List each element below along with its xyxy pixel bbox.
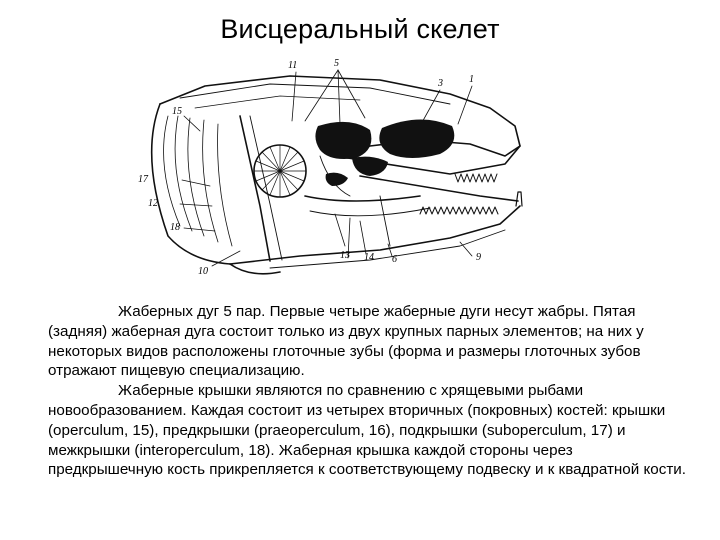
figure-label-9: 9 (476, 252, 481, 263)
figure-label-12: 12 (148, 198, 158, 209)
figure-label-17: 17 (138, 174, 148, 185)
figure-label-14: 14 (364, 252, 374, 263)
fish-skull-drawing (120, 46, 550, 286)
paragraph-gill-arches: Жаберных дуг 5 пар. Первые четыре жаберные дуги несут жабры. Пятая (задняя) жаберная дуга состоит только из двух крупных парных элементов; на них у некоторых видов расположены глоточные зубы (форма и размеры глоточных зубов отражают пищевую специализацию. (48, 303, 644, 380)
slide-title: Висцеральный скелет (220, 14, 500, 44)
figure-label-5: 5 (334, 58, 339, 69)
figure-label-3: 3 (438, 78, 443, 89)
fish-skull-illustration (120, 46, 550, 286)
paragraph-gill-covers: Жаберные крышки являются по сравнению с хрящевыми рыбами новообразованием. Каждая состоит из четырех вторичных (покровных) костей: крышки (operculum, 15), предкрышки (praeoperculum, 16), подкрышки (suboperculum, 17) и межкрышки (interoperculum, 18). Жаберная крышка каждой стороны через предкрышечную кость прикрепляется к соответствующему подвеску и к квадратной кости. (48, 382, 686, 479)
figure-label-15: 15 (172, 106, 182, 117)
description-text (48, 302, 688, 480)
figure-label-1: 1 (469, 74, 474, 85)
figure-label-6: 6 (392, 254, 397, 265)
figure-label-13: 13 (340, 250, 350, 261)
figure-label-18: 18 (170, 222, 180, 233)
figure-label-11: 11 (288, 60, 298, 71)
figure-label-10: 10 (198, 266, 208, 277)
